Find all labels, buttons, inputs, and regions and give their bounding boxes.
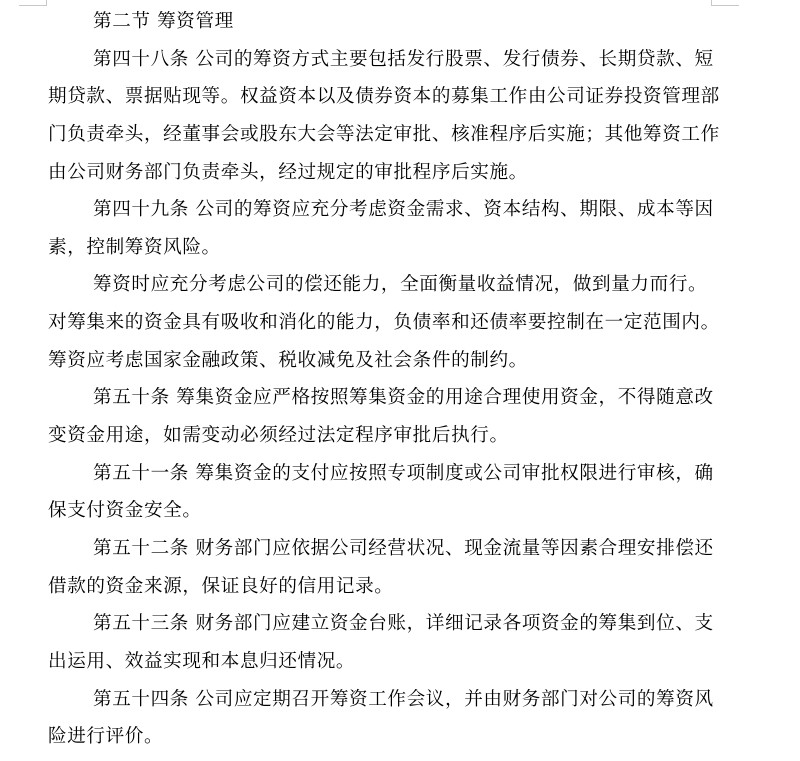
paragraph-article-49 — [48, 196, 714, 271]
paragraph-line: 对筹集来的资金具有吸收和消化的能力，负债率和还债率要控制在一定范围内。 — [48, 312, 720, 334]
paragraph-line: 素，控制筹资风险。 — [48, 236, 221, 258]
paragraph-article-52 — [48, 535, 714, 610]
paragraph-line: 第五十二条 财务部门应依据公司经营状况、现金流量等因素合理安排偿还 — [93, 537, 714, 559]
margin-corner-mark-top-left — [19, 0, 47, 6]
paragraph-line: 由公司财务部门负责牵头，经过规定的审批程序后实施。 — [48, 161, 528, 183]
paragraph-article-49-note — [48, 271, 720, 384]
paragraph-article-48 — [48, 46, 720, 197]
paragraph-line: 第五十三条 财务部门应建立资金台账，详细记录各项资金的筹集到位、支 — [93, 613, 714, 635]
paragraph-article-53 — [48, 610, 714, 685]
paragraph-article-51 — [48, 460, 714, 535]
section-heading: 第二节 筹资管理 — [93, 11, 234, 32]
paragraph-line: 第五十四条 公司应定期召开筹资工作会议，并由财务部门对公司的筹资风 — [93, 688, 714, 710]
paragraph-line: 第四十九条 公司的筹资应充分考虑资金需求、资本结构、期限、成本等因 — [93, 199, 714, 221]
paragraph-line: 变资金用途，如需变动必须经过法定程序审批后执行。 — [48, 425, 509, 447]
paragraph-line: 门负责牵头，经董事会或股东大会等法定审批、核准程序后实施；其他筹资工作 — [48, 123, 720, 145]
paragraph-line: 第四十八条 公司的筹资方式主要包括发行股票、发行债券、长期贷款、短 — [93, 48, 714, 70]
margin-corner-mark-top-right — [711, 0, 739, 6]
paragraph-line: 筹资时应充分考虑公司的偿还能力，全面衡量收益情况，做到量力而行。 — [93, 274, 708, 296]
paragraph-line: 筹资应考虑国家金融政策、税收减免及社会条件的制约。 — [48, 349, 528, 371]
paragraph-line: 期贷款、票据贴现等。权益资本以及债券资本的募集工作由公司证券投资管理部 — [48, 86, 720, 108]
paragraph-line: 借款的资金来源，保证良好的信用记录。 — [48, 575, 394, 597]
document-body[interactable] — [48, 8, 720, 761]
paragraph-line: 险进行评价。 — [48, 726, 164, 748]
paragraph-article-50 — [48, 384, 714, 459]
paragraph-line: 出运用、效益实现和本息归还情况。 — [48, 650, 356, 672]
paragraph-line: 第五十条 筹集资金应严格按照筹集资金的用途合理使用资金，不得随意改 — [93, 387, 714, 409]
paragraph-line: 保支付资金安全。 — [48, 500, 202, 522]
paragraph-line: 第五十一条 筹集资金的支付应按照专项制度或公司审批权限进行审核，确 — [93, 462, 714, 484]
paragraph-article-54 — [48, 686, 714, 761]
